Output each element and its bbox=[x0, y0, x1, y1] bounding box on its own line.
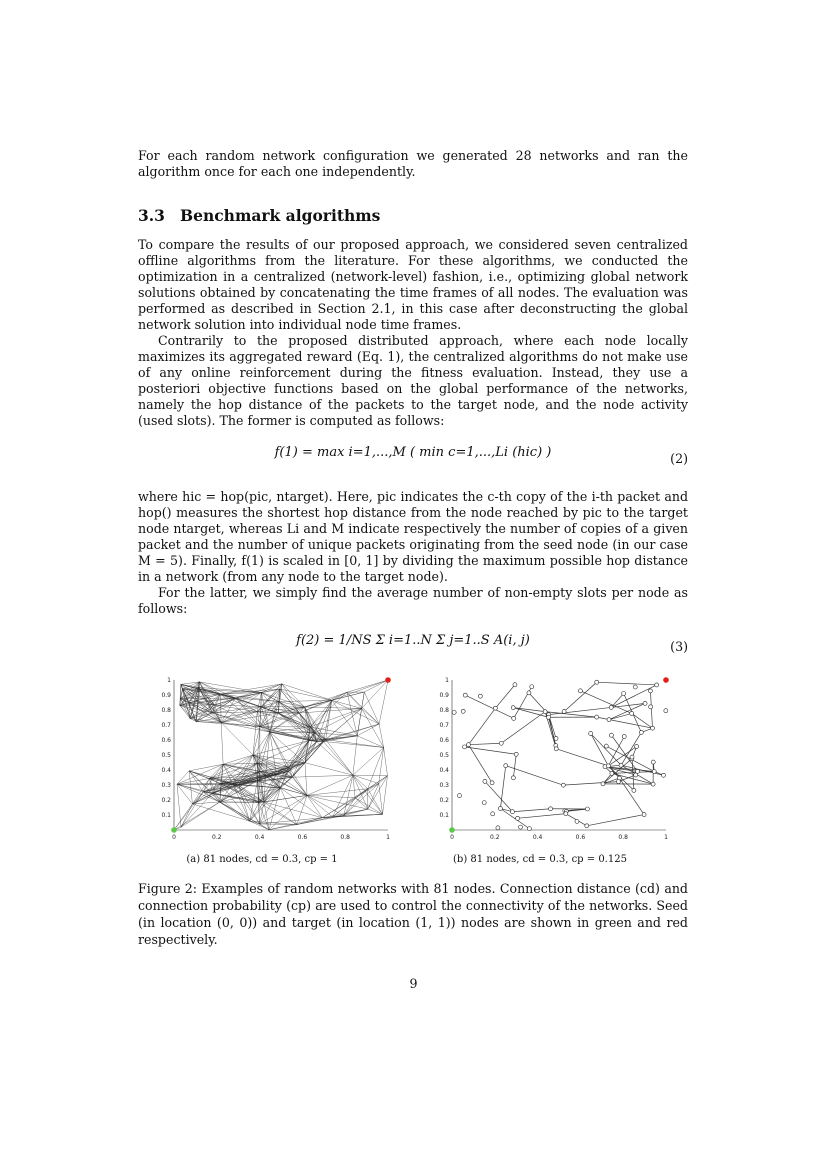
network-node bbox=[452, 710, 456, 714]
network-edge bbox=[591, 733, 621, 765]
network-edge bbox=[355, 798, 382, 815]
network-edge bbox=[355, 784, 379, 798]
network-edge bbox=[323, 741, 353, 775]
x-tick-label: 0.6 bbox=[575, 834, 586, 841]
network-node bbox=[562, 709, 566, 713]
network-edge bbox=[192, 804, 249, 821]
network-node bbox=[642, 813, 646, 817]
section-number: 3.3 bbox=[138, 206, 165, 225]
seed-node bbox=[449, 827, 455, 833]
network-edge bbox=[289, 742, 317, 772]
paragraph-1: To compare the results of our proposed approach, we considered seven centralized offline algorithms from the literature. For these algorithms, we conducted the optimization in a centralized (network-level) fashion, i.e., optimizing global network solutions obtained by concatenating the time frames of all nodes. The evaluation was performed as described in Section 2.1, in this case after deconstructing the global network solution into individual node time frames. bbox=[138, 237, 688, 332]
network-edge bbox=[307, 775, 353, 795]
network-node bbox=[513, 683, 517, 687]
network-node bbox=[650, 726, 654, 730]
network-edge bbox=[332, 775, 352, 817]
network-edge bbox=[250, 803, 259, 822]
network-edge bbox=[513, 754, 516, 778]
figure-2 bbox=[152, 672, 692, 872]
y-tick-label: 0.1 bbox=[439, 812, 449, 819]
network-edge bbox=[379, 680, 388, 724]
network-node bbox=[493, 706, 497, 710]
network-node bbox=[601, 782, 605, 786]
network-edge bbox=[264, 802, 269, 830]
y-tick-label: 0.7 bbox=[161, 722, 171, 729]
network-node bbox=[632, 788, 636, 792]
network-edge bbox=[468, 708, 495, 745]
seed-node bbox=[171, 827, 177, 833]
network-node bbox=[606, 764, 610, 768]
x-tick-label: 0 bbox=[450, 834, 454, 841]
network-node bbox=[609, 733, 613, 737]
network-node bbox=[527, 691, 531, 695]
network-node bbox=[549, 807, 553, 811]
network-node bbox=[466, 743, 470, 747]
network-node bbox=[543, 710, 547, 714]
y-tick-label: 0.1 bbox=[161, 812, 171, 819]
network-node bbox=[635, 745, 639, 749]
network-node bbox=[595, 715, 599, 719]
network-node bbox=[609, 705, 613, 709]
network-edge bbox=[563, 782, 618, 786]
network-node bbox=[554, 747, 558, 751]
network-edge bbox=[181, 792, 203, 827]
equation-2-body: f(1) = max i=1,...,M ( min c=1,...,Li (hic) ) bbox=[274, 445, 552, 460]
network-edge bbox=[468, 743, 501, 744]
figure-caption: Figure 2: Examples of random networks with 81 nodes. Connection distance (cd) and connection probability (cp) are used to control the connectivity of the networks. Seed (in location (0, 0)) and target (in location (1, 1)) nodes are shown in green and red respectively. bbox=[138, 881, 688, 947]
network-edge bbox=[379, 724, 384, 747]
network-edge bbox=[353, 775, 368, 789]
network-edge bbox=[332, 798, 355, 817]
network-edge bbox=[221, 723, 253, 755]
network-edge bbox=[260, 732, 270, 772]
network-edge bbox=[260, 818, 323, 824]
network-node bbox=[622, 735, 626, 739]
network-node bbox=[630, 711, 634, 715]
network-edge bbox=[269, 818, 322, 830]
x-tick-label: 0.4 bbox=[254, 834, 265, 841]
x-tick-label: 0.2 bbox=[212, 834, 222, 841]
paragraph-4: For the latter, we simply find the average number of non-empty slots per node as follows: bbox=[138, 585, 688, 616]
y-tick-label: 0.7 bbox=[439, 722, 449, 729]
network-node bbox=[652, 770, 656, 774]
network-node bbox=[483, 779, 487, 783]
target-node bbox=[663, 677, 669, 683]
x-tick-label: 1 bbox=[386, 834, 390, 841]
network-node bbox=[490, 781, 494, 785]
network-node bbox=[516, 816, 520, 820]
y-tick-label: 0.9 bbox=[161, 692, 171, 699]
x-tick-label: 0 bbox=[172, 834, 176, 841]
equation-3-tag: (3) bbox=[670, 639, 688, 654]
network-edge bbox=[317, 742, 353, 776]
network-edge bbox=[305, 763, 307, 796]
network-node bbox=[482, 801, 486, 805]
network-edge bbox=[379, 784, 383, 815]
y-tick-label: 0.5 bbox=[439, 752, 449, 759]
paragraph-3: where hic = hop(pic, ntarget). Here, pic indicates the c-th copy of the i-th packet and hop() measures the shortest hop distance from the node reached by pic to the target node ntarget, whereas Li and M indicate respectively the number of copies of a given packet and the number of unique packets originating from the seed node (in our case M = 5). Finally, f(1) is scaled in [0, 1] by dividing the maximum possible hop distance in a network (from any node to the target node). bbox=[138, 489, 688, 584]
network-node bbox=[616, 780, 620, 784]
network-edge bbox=[357, 708, 361, 735]
network-edge bbox=[220, 684, 282, 694]
network-node bbox=[655, 683, 659, 687]
network-edge bbox=[512, 809, 550, 812]
network-node bbox=[630, 755, 634, 759]
network-edge bbox=[221, 723, 260, 727]
section-title: Benchmark algorithms bbox=[180, 206, 381, 225]
network-edge bbox=[189, 764, 223, 771]
y-tick-label: 0.2 bbox=[161, 797, 171, 804]
network-edge bbox=[379, 776, 388, 784]
network-node bbox=[578, 689, 582, 693]
network-edge bbox=[332, 680, 388, 700]
equation-2 bbox=[138, 435, 688, 485]
network-edge bbox=[177, 778, 209, 784]
network-node bbox=[664, 709, 668, 713]
network-edges bbox=[174, 680, 388, 830]
network-node bbox=[527, 827, 531, 831]
network-node bbox=[610, 771, 614, 775]
network-node bbox=[478, 694, 482, 698]
network-node bbox=[463, 693, 467, 697]
network-edge bbox=[253, 732, 270, 755]
network-node bbox=[589, 731, 593, 735]
network-node bbox=[607, 718, 611, 722]
network-plot-a bbox=[152, 672, 392, 842]
network-edge bbox=[353, 736, 357, 775]
network-edge bbox=[292, 775, 353, 777]
network-edge bbox=[501, 712, 545, 744]
network-node bbox=[651, 782, 655, 786]
network-node bbox=[643, 701, 647, 705]
network-edge bbox=[364, 692, 379, 724]
network-node bbox=[575, 819, 579, 823]
page-body bbox=[138, 148, 688, 677]
network-edge bbox=[495, 685, 515, 708]
network-plot-b bbox=[430, 672, 670, 842]
y-tick-label: 0.4 bbox=[439, 767, 449, 774]
network-edge bbox=[297, 817, 333, 825]
network-edge bbox=[220, 802, 269, 830]
network-edge bbox=[315, 733, 358, 736]
network-node bbox=[648, 689, 652, 693]
network-edge bbox=[253, 712, 257, 755]
network-node bbox=[619, 763, 623, 767]
network-node bbox=[519, 825, 523, 829]
equation-3 bbox=[138, 623, 688, 673]
network-edge bbox=[269, 825, 297, 830]
y-tick-label: 0.2 bbox=[439, 797, 449, 804]
network-edge bbox=[353, 747, 384, 775]
page-number: 9 bbox=[409, 976, 418, 991]
subcaption-a: (a) 81 nodes, cd = 0.3, cp = 1 bbox=[186, 854, 338, 865]
network-node bbox=[622, 692, 626, 696]
network-edge bbox=[465, 695, 513, 718]
network-node bbox=[554, 736, 558, 740]
network-edge bbox=[353, 775, 388, 776]
paragraph-2: Contrarily to the proposed distributed approach, where each node locally maximizes its aggregated reward (Eq. 1), the centralized algorithms do not make use of any online reinforcement during the fitness evaluation. Instead, they use a posteriori objective functions based on the global performance of the networks, namely the hop distance of the packets to the target node, and the node activity (used slots). The former is computed as follows: bbox=[138, 333, 688, 428]
network-node bbox=[636, 769, 640, 773]
network-edge bbox=[223, 763, 257, 764]
network-edge bbox=[282, 684, 332, 700]
x-tick-label: 0.8 bbox=[618, 834, 628, 841]
network-edge bbox=[384, 747, 388, 775]
y-tick-label: 0.8 bbox=[161, 707, 171, 714]
network-edge bbox=[379, 747, 384, 783]
network-edge bbox=[177, 784, 181, 827]
network-edge bbox=[332, 809, 367, 817]
network-edge bbox=[344, 775, 353, 816]
network-plot-a-svg bbox=[152, 672, 392, 842]
network-edge bbox=[332, 700, 362, 708]
network-edge bbox=[181, 793, 213, 827]
network-edge bbox=[326, 740, 353, 776]
network-edge bbox=[597, 682, 657, 685]
network-edges bbox=[465, 682, 664, 828]
x-tick-label: 1 bbox=[664, 834, 668, 841]
network-node bbox=[633, 685, 637, 689]
network-edge bbox=[353, 775, 355, 798]
network-edge bbox=[362, 680, 388, 708]
y-tick-label: 1 bbox=[445, 677, 449, 684]
network-edge bbox=[323, 741, 383, 747]
network-edge bbox=[619, 778, 644, 814]
section-heading bbox=[138, 206, 688, 225]
network-edge bbox=[181, 802, 220, 827]
network-edge bbox=[587, 815, 644, 826]
network-node bbox=[463, 745, 467, 749]
network-edge bbox=[317, 700, 332, 741]
network-edge bbox=[347, 692, 357, 736]
x-tick-label: 0.6 bbox=[297, 834, 308, 841]
network-node bbox=[511, 706, 515, 710]
network-node bbox=[585, 824, 589, 828]
network-edge bbox=[332, 814, 382, 817]
network-node bbox=[547, 715, 551, 719]
network-node bbox=[510, 810, 514, 814]
y-tick-label: 0.3 bbox=[161, 782, 171, 789]
y-tick-label: 0.8 bbox=[439, 707, 449, 714]
network-edge bbox=[518, 814, 566, 819]
equation-3-body: f(2) = 1/NS Σ i=1..N Σ j=1..S A(i, j) bbox=[296, 633, 530, 648]
network-edge bbox=[353, 775, 379, 783]
x-tick-label: 0.4 bbox=[532, 834, 543, 841]
network-edge bbox=[362, 708, 379, 724]
network-node bbox=[585, 807, 589, 811]
network-edge bbox=[650, 691, 652, 728]
x-tick-label: 0.8 bbox=[340, 834, 350, 841]
network-plot-b-svg bbox=[430, 672, 670, 842]
x-tick-label: 0.2 bbox=[490, 834, 500, 841]
network-edge bbox=[608, 737, 624, 766]
network-edge bbox=[383, 776, 388, 815]
network-node bbox=[561, 783, 565, 787]
network-node bbox=[499, 741, 503, 745]
network-edge bbox=[332, 700, 357, 736]
network-node bbox=[604, 744, 608, 748]
network-node bbox=[661, 773, 665, 777]
network-edge bbox=[500, 766, 505, 809]
network-edge bbox=[564, 682, 597, 711]
equation-2-tag: (2) bbox=[670, 451, 688, 466]
network-edge bbox=[260, 802, 264, 824]
y-tick-label: 0.6 bbox=[161, 737, 171, 744]
intro-paragraph: For each random network configuration we generated 28 networks and ran the algorithm once for each one independently. bbox=[138, 148, 688, 179]
y-tick-label: 0.9 bbox=[439, 692, 449, 699]
network-edge bbox=[177, 784, 203, 792]
network-edge bbox=[209, 778, 212, 793]
network-node bbox=[498, 807, 502, 811]
network-edge bbox=[323, 724, 379, 741]
y-tick-label: 0.4 bbox=[161, 767, 171, 774]
network-edge bbox=[270, 702, 279, 732]
target-node bbox=[385, 677, 391, 683]
network-edge bbox=[266, 732, 270, 775]
network-node bbox=[530, 685, 534, 689]
network-edge bbox=[192, 792, 203, 804]
network-node bbox=[491, 812, 495, 816]
network-edge bbox=[611, 694, 623, 708]
network-edge bbox=[549, 717, 556, 745]
network-edge bbox=[305, 763, 353, 775]
y-tick-label: 1 bbox=[167, 677, 171, 684]
network-node bbox=[595, 680, 599, 684]
y-tick-label: 0.6 bbox=[439, 737, 449, 744]
y-tick-label: 0.5 bbox=[161, 752, 171, 759]
network-edge bbox=[549, 707, 612, 714]
network-node bbox=[496, 826, 500, 830]
network-node bbox=[564, 812, 568, 816]
y-tick-label: 0.3 bbox=[439, 782, 449, 789]
network-node bbox=[514, 752, 518, 756]
network-node bbox=[511, 776, 515, 780]
network-node bbox=[461, 709, 465, 713]
network-node bbox=[649, 705, 653, 709]
network-node bbox=[458, 794, 462, 798]
subcaption-b: (b) 81 nodes, cd = 0.3, cp = 0.125 bbox=[453, 854, 627, 865]
network-node bbox=[504, 764, 508, 768]
network-edge bbox=[221, 723, 223, 765]
network-node bbox=[651, 760, 655, 764]
network-node bbox=[639, 730, 643, 734]
network-node bbox=[512, 716, 516, 720]
